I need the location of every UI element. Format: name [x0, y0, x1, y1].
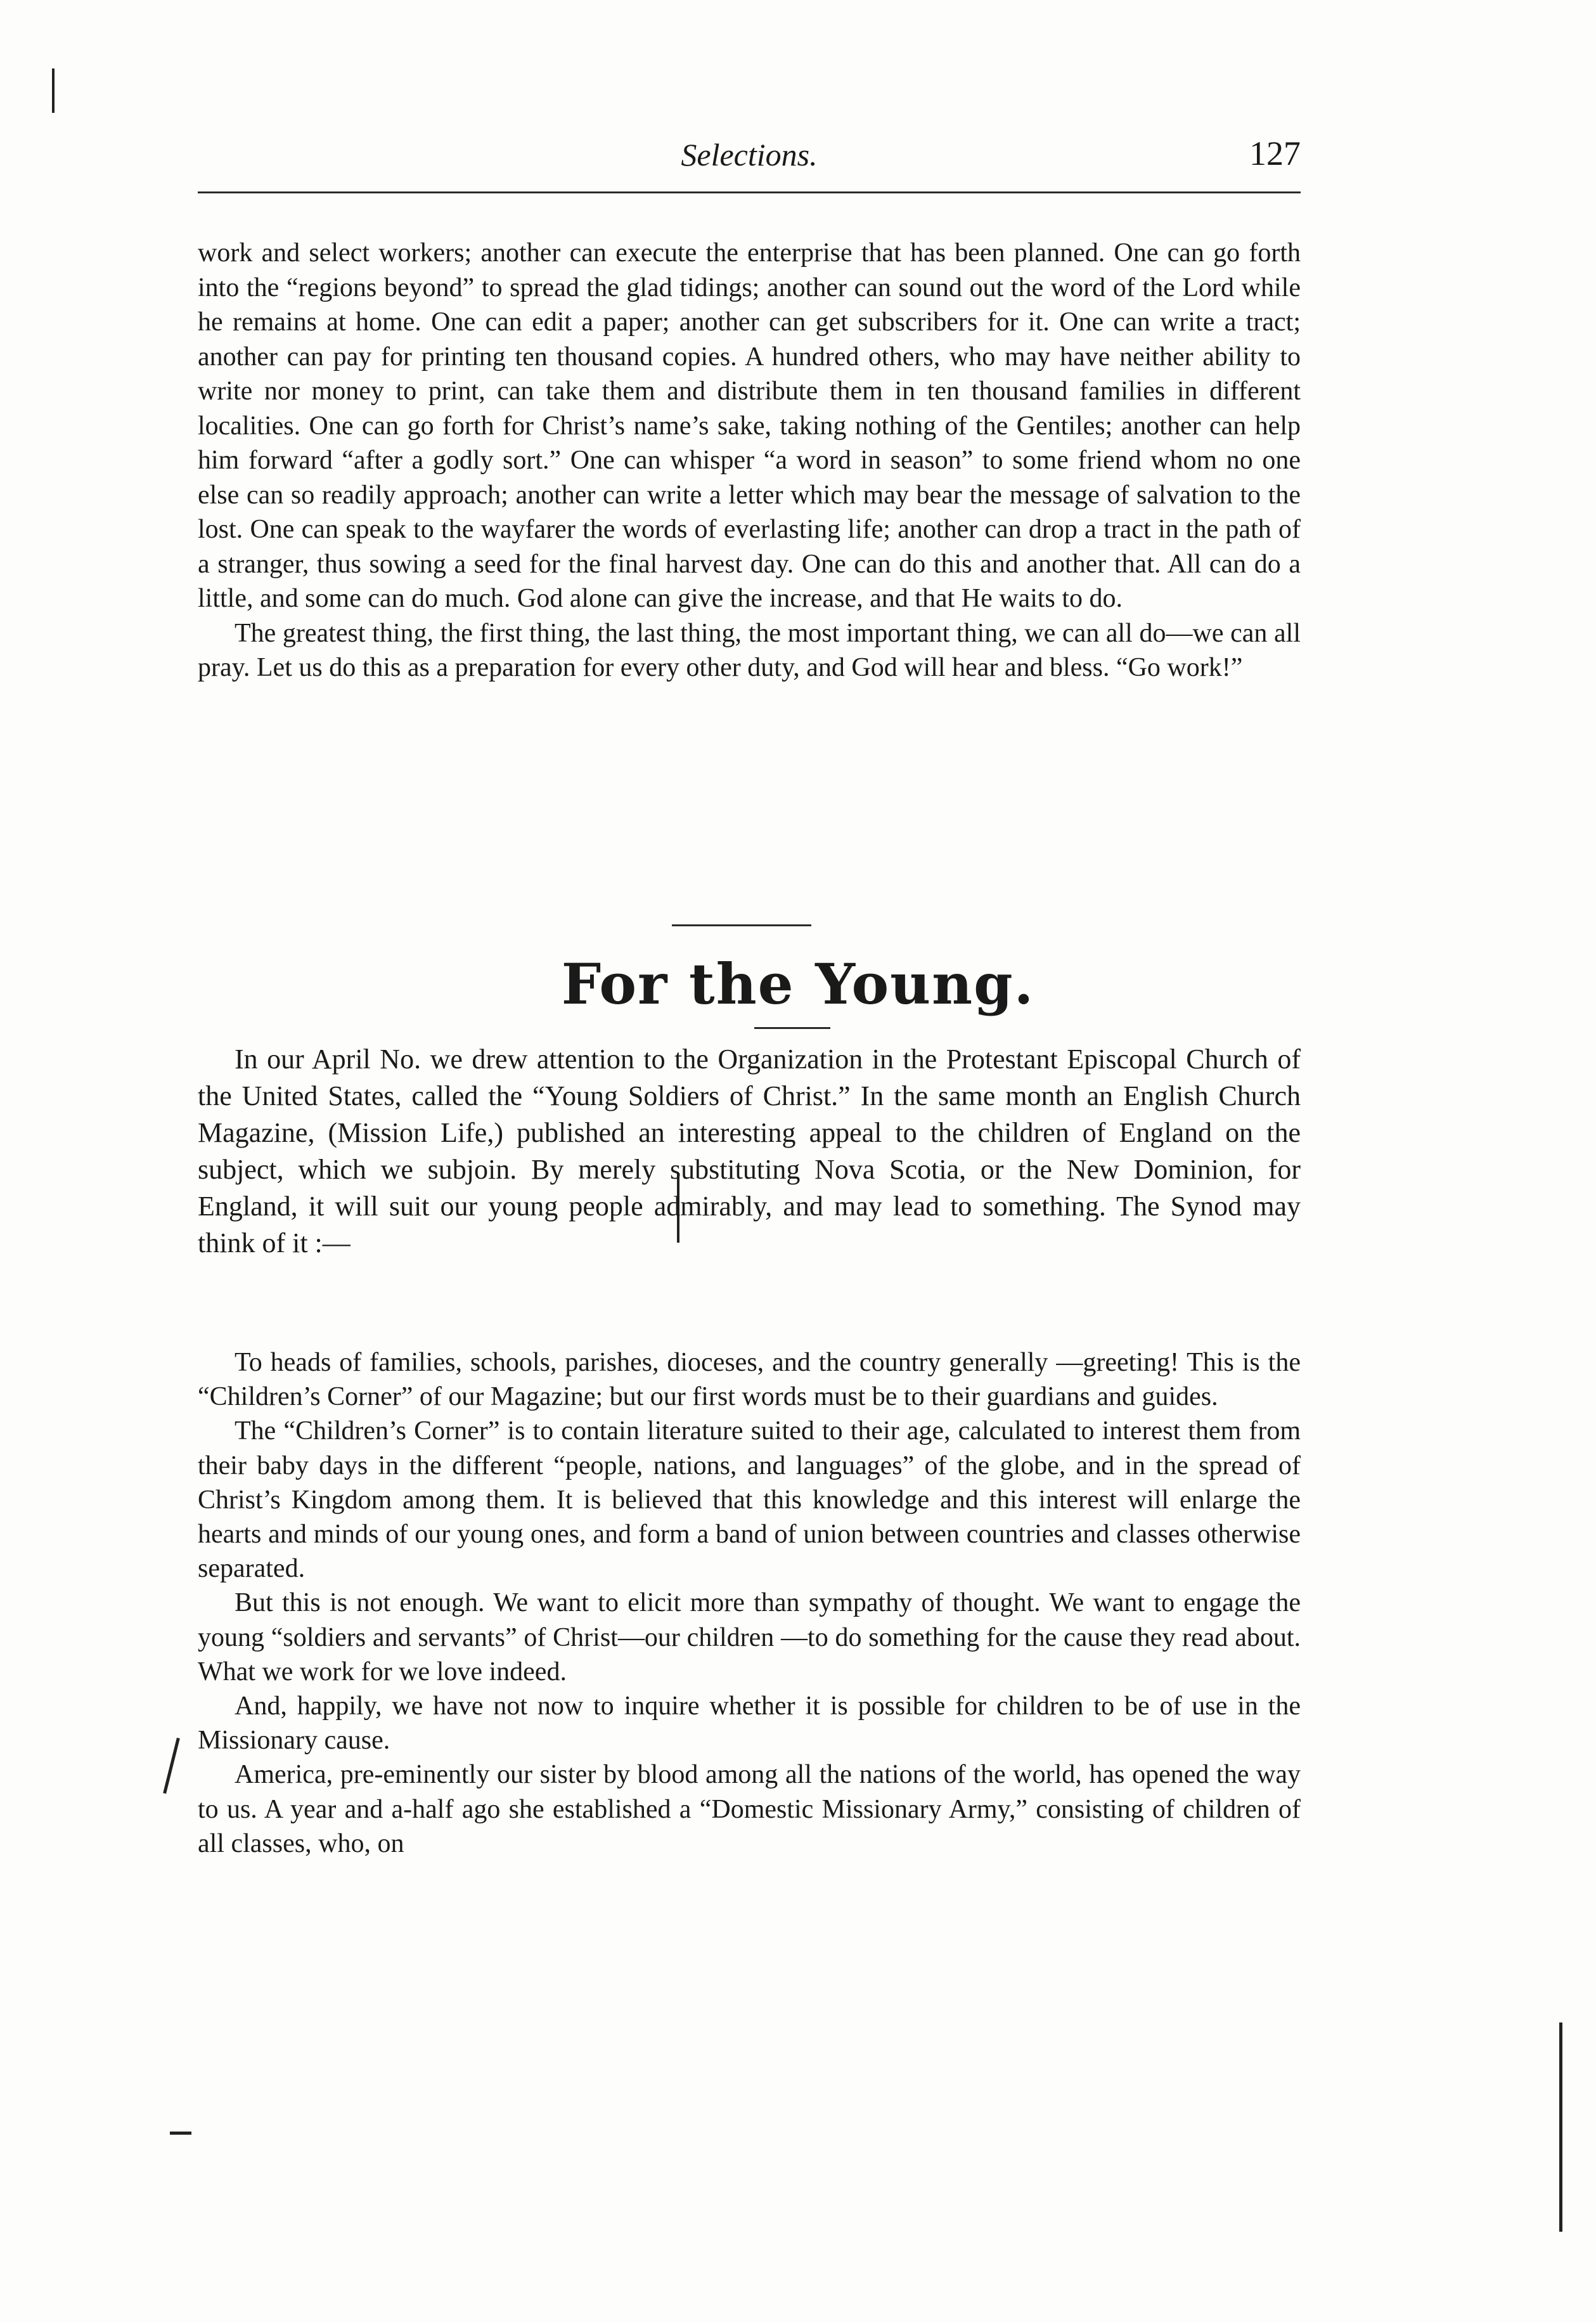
- selections-paragraph-1: work and select workers; another can execute the enterprise that has been planned. One can go forth into the “regions beyond” to spread the glad tidings; another can sound out the word of the Lord while he remains at home. One can edit a paper; another can get subscribers for it. One can write a tract; another can pay for printing ten thousand copies. A hundred others, who may have neither ability to write nor money to print, can take them and distribute them in ten thousand families in different localities. One can go forth for Christ’s name’s sake, taking nothing of the Gentiles; another can help him forward “after a godly sort.” One can whisper “a word in season” to some friend whom no one else can so readily approach; another can write a letter which may bear the message of salvation to the lost. One can speak to the wayfarer the words of everlasting life; another can drop a tract in the path of a stranger, thus sowing a seed for the final harvest day. One can do this and another that. All can do a little, and some can do much. God alone can give the increase, and that He waits to do.: [198, 238, 1301, 613]
- running-title: Selections.: [681, 137, 818, 172]
- scan-mark-dash: [170, 2132, 191, 2135]
- selections-paragraph-2: The greatest thing, the first thing, the last thing, the most important thing, we can all do—we can all pray. Let us do this as a preparation for every other duty, and God will hear and bless. “Go work!”: [198, 618, 1301, 682]
- running-header: [198, 130, 1301, 181]
- scan-mark-stroke: [163, 1738, 180, 1794]
- quoted-paragraph-3: But this is not enough. We want to elicit more than sympathy of thought. We want to engage the young “soldiers and servants” of Christ—our children —to do something for the cause they read about. What we work for we love indeed.: [198, 1588, 1301, 1686]
- selections-text: [198, 236, 1301, 685]
- quoted-paragraph-5: America, pre-eminently our sister by blood among all the nations of the world, has opened the way to us. A year and a-half ago she established a “Domestic Missionary Army,” consisting of children of all classes, who, on: [198, 1760, 1301, 1858]
- young-intro: [198, 1041, 1301, 1262]
- quoted-paragraph-2: The “Children’s Corner” is to contain literature suited to their age, calculated to interest them from their baby days in the different “people, nations, and languages” of the globe, and in the spread of Christ’s Kingdom among them. It is believed that this knowledge and this interest will enlarge the hearts and minds of our young ones, and form a band of union between countries and classes otherwise separated.: [198, 1416, 1301, 1584]
- scan-mark-left: [52, 68, 55, 113]
- quoted-paragraph-4: And, happily, we have not now to inquire whether it is possible for children to be of use in the Missionary cause.: [198, 1692, 1301, 1756]
- quoted-appeal: [198, 1345, 1301, 1861]
- scan-mark-right: [1559, 2022, 1562, 2232]
- header-rule: [198, 191, 1301, 193]
- young-intro-paragraph: In our April No. we drew attention to the Organization in the Protestant Episcopal Church of the United States, called the “Young Soldiers of Christ.” In the same month an English Church Magazine, (Mission Life,) published an interesting appeal to the children of England on the subject, which we subjoin. By merely substituting Nova Scotia, or the New Dominion, for England, it will suit our young people admirably, and may lead to something. The Synod may think of it :—: [198, 1044, 1301, 1259]
- section-title: For the Young.: [561, 951, 1035, 1017]
- quoted-paragraph-1: To heads of families, schools, parishes, dioceses, and the country generally —greeting! This is the “Children’s Corner” of our Magazine; but our first words must be to their guardians and guides.: [198, 1348, 1301, 1412]
- section-divider: [672, 924, 811, 926]
- page-number: 127: [1249, 134, 1301, 172]
- title-underline: [754, 1027, 830, 1029]
